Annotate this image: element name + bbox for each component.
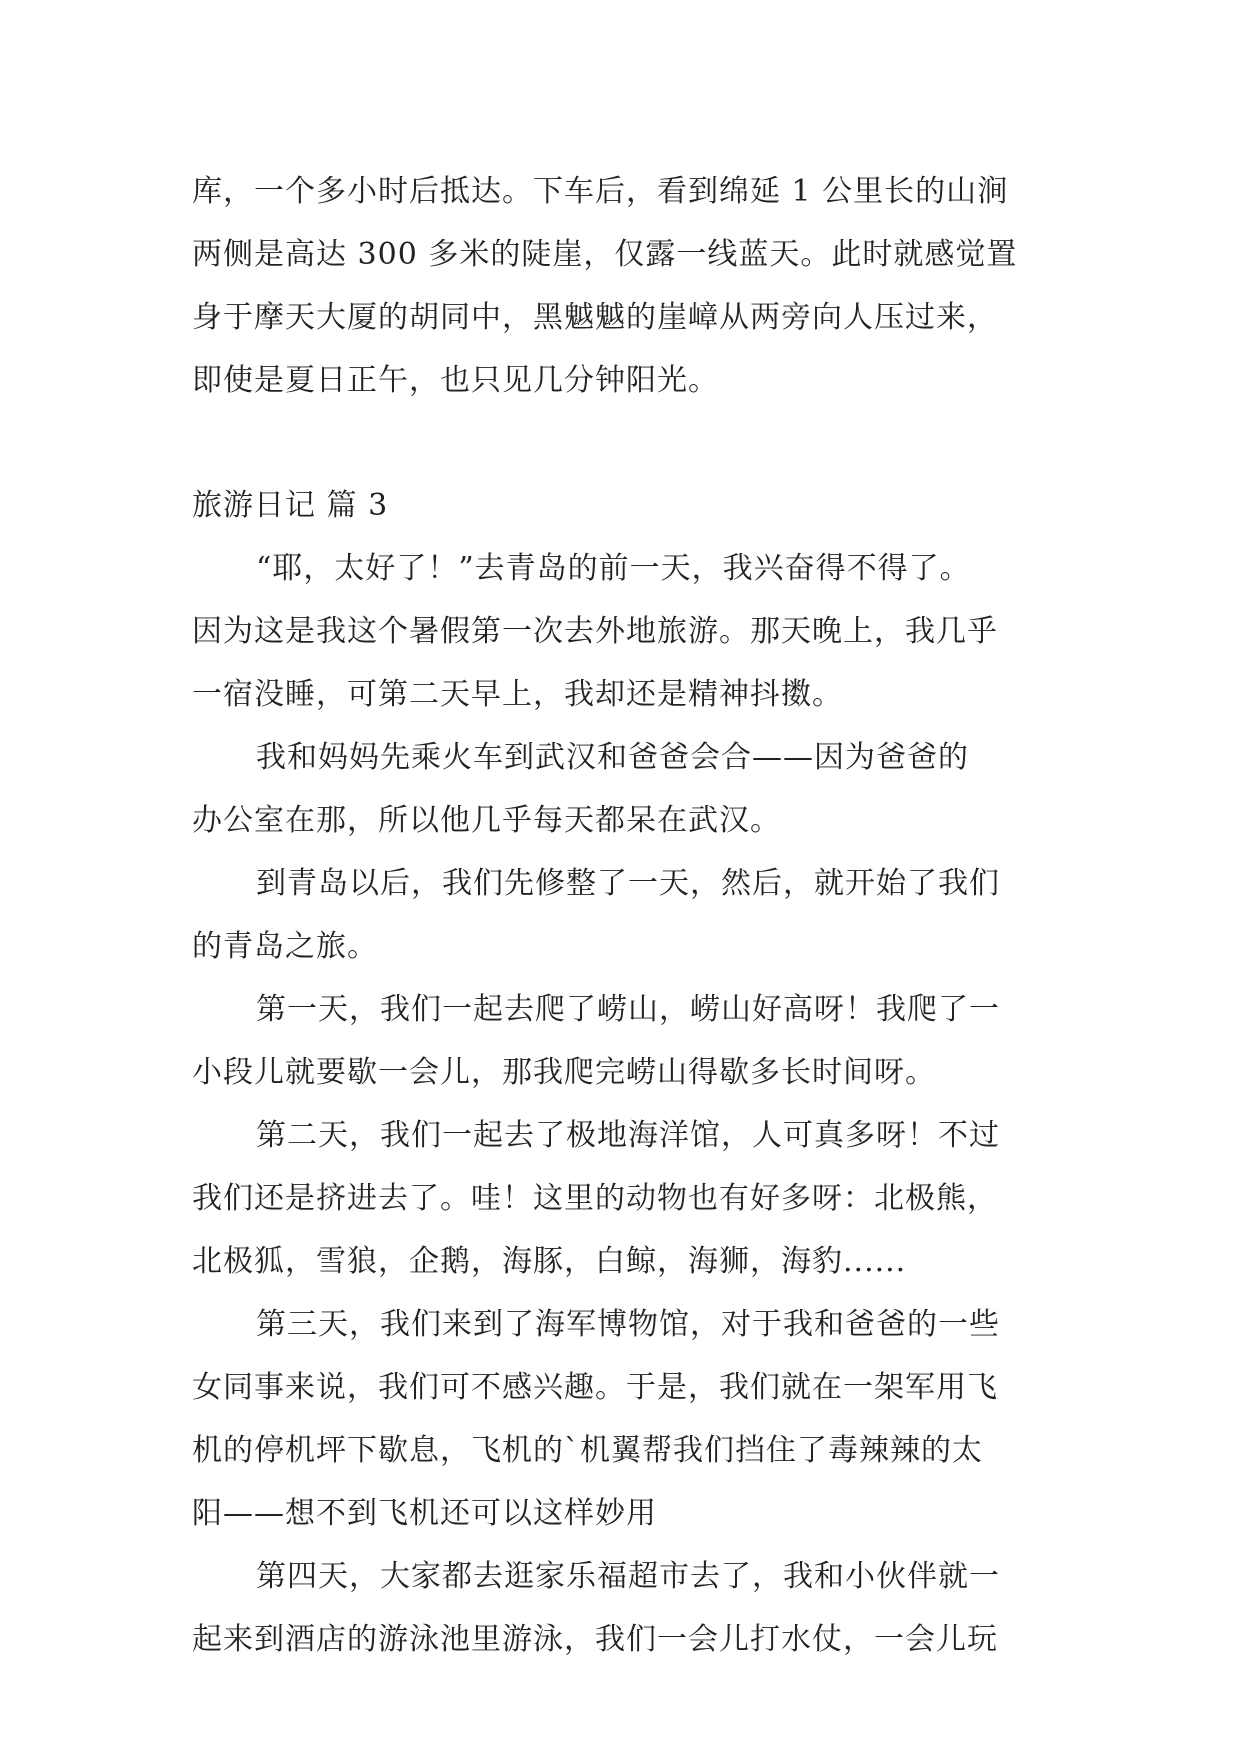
text-line: 我们还是挤进去了。哇！这里的动物也有好多呀：北极熊， <box>192 1181 998 1216</box>
intro-paragraph <box>192 160 1072 412</box>
paragraph <box>192 978 1072 1104</box>
text-line: 因为这是我这个暑假第一次去外地旅游。那天晚上，我几乎 <box>192 614 998 649</box>
paragraph <box>192 1104 1072 1293</box>
text-line: 到青岛以后，我们先修整了一天，然后，就开始了我们 <box>256 866 1000 901</box>
text-line: 办公室在那，所以他几乎每天都呆在武汉。 <box>192 803 781 838</box>
text-line: 第二天，我们一起去了极地海洋馆，人可真多呀！不过 <box>256 1118 1000 1153</box>
text-line: 一宿没睡，可第二天早上，我却还是精神抖擞。 <box>192 677 843 712</box>
text-line: 第三天，我们来到了海军博物馆，对于我和爸爸的一些 <box>256 1307 1000 1342</box>
text-line: 机的停机坪下歇息，飞机的`机翼帮我们挡住了毒辣辣的太 <box>192 1433 983 1468</box>
text-line: 身于摩天大厦的胡同中，黑魆魆的崖嶂从两旁向人压过来， <box>192 300 998 335</box>
text-line: 第一天，我们一起去爬了崂山，崂山好高呀！我爬了一 <box>256 992 1000 1027</box>
text-line: 两侧是高达 300 多米的陡崖，仅露一线蓝天。此时就感觉置 <box>192 237 1018 272</box>
text-line: “耶，太好了！”去青岛的前一天，我兴奋得不得了。 <box>256 551 971 586</box>
text-line: 库，一个多小时后抵达。下车后，看到绵延 1 公里长的山涧 <box>192 174 1009 209</box>
text-line: 北极狐，雪狼，企鹅，海豚，白鲸，海狮，海豹...... <box>192 1244 907 1279</box>
text-line: 的青岛之旅。 <box>192 929 378 964</box>
paragraph <box>192 1545 1072 1671</box>
paragraph <box>192 1293 1072 1545</box>
text-line: 起来到酒店的游泳池里游泳，我们一会儿打水仗，一会儿玩 <box>192 1622 998 1657</box>
paragraph <box>192 726 1072 852</box>
document-page <box>192 160 1072 1671</box>
text-line: 小段儿就要歇一会儿，那我爬完崂山得歇多长时间呀。 <box>192 1055 936 1090</box>
paragraph <box>192 537 1072 726</box>
text-line: 阳——想不到飞机还可以这样妙用 <box>192 1496 657 1531</box>
text-line: 我和妈妈先乘火车到武汉和爸爸会合——因为爸爸的 <box>256 740 969 775</box>
text-line: 女同事来说，我们可不感兴趣。于是，我们就在一架军用飞 <box>192 1370 998 1405</box>
text-line: 第四天，大家都去逛家乐福超市去了，我和小伙伴就一 <box>256 1559 1000 1594</box>
section-heading: 旅游日记 篇 3 <box>192 488 389 523</box>
text-line: 即使是夏日正午，也只见几分钟阳光。 <box>192 363 719 398</box>
paragraph <box>192 852 1072 978</box>
